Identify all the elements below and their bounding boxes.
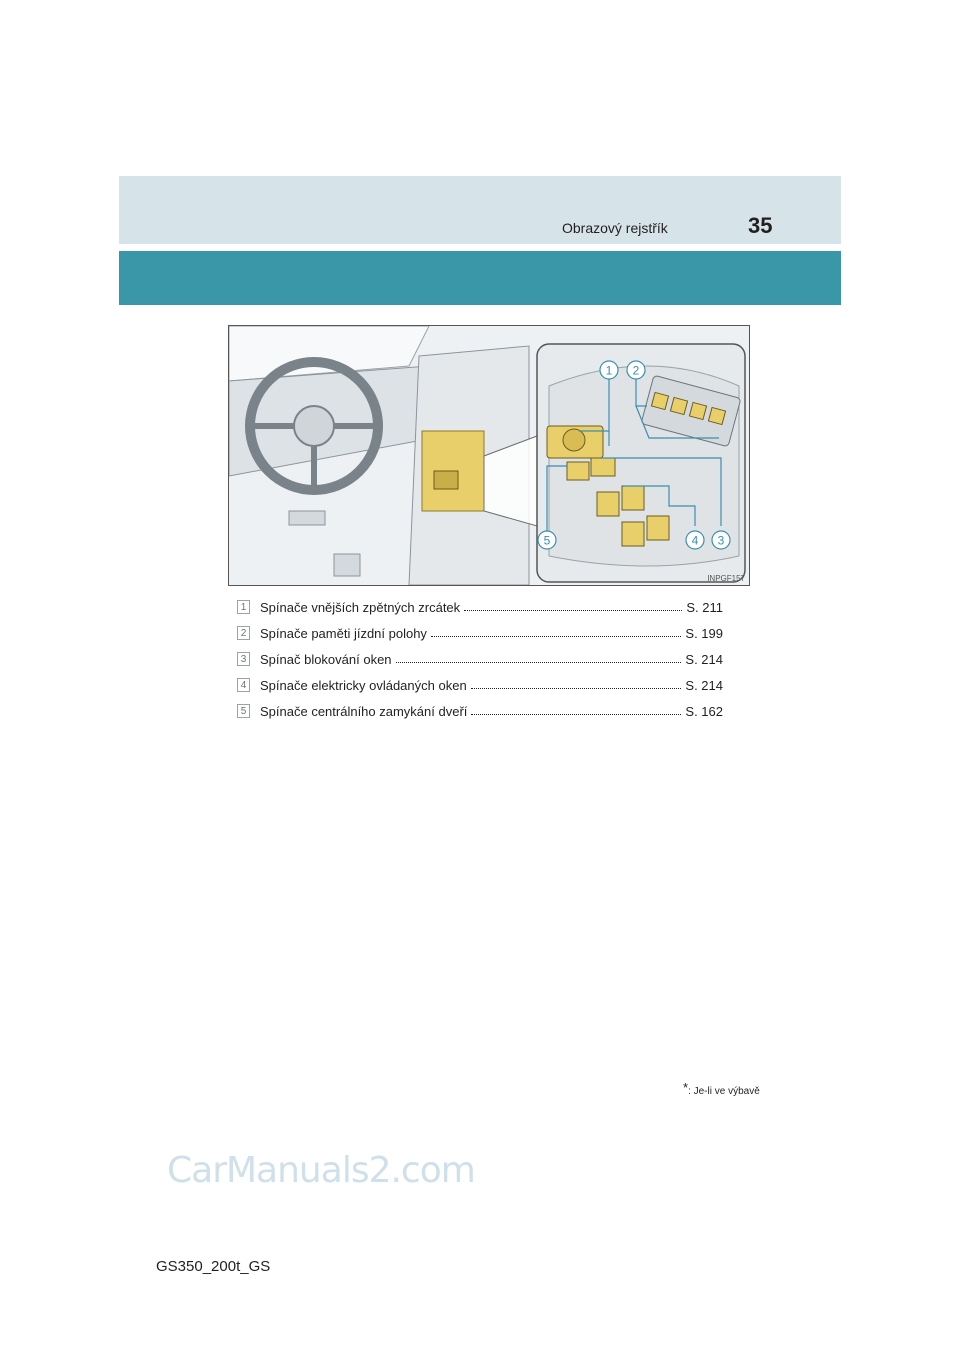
memory-button-1 <box>670 397 687 414</box>
dot-leader <box>464 609 682 611</box>
list-item <box>237 698 723 724</box>
window-switch-front-left <box>597 492 619 516</box>
dot-leader <box>396 661 682 663</box>
page-reference-link[interactable]: S. 162 <box>685 703 723 719</box>
footnote-text: : Je-li ve výbavě <box>688 1086 760 1097</box>
page-reference-link[interactable]: S. 214 <box>685 677 723 693</box>
footnote <box>683 1080 760 1097</box>
dot-leader <box>431 635 681 637</box>
steering-hub <box>294 406 334 446</box>
list-item <box>237 594 723 620</box>
page-reference-link[interactable]: S. 199 <box>685 625 723 641</box>
item-label: Spínače paměti jízdní polohy <box>260 625 427 641</box>
mirror-switch-knob <box>563 429 585 451</box>
callout-2 <box>627 361 645 379</box>
item-label: Spínače centrálního zamykání dveří <box>260 703 468 719</box>
memory-button-3 <box>708 407 725 424</box>
callout-5-label: 5 <box>543 533 551 548</box>
item-list <box>237 594 723 724</box>
window-switch-front-right <box>622 486 644 510</box>
section-title: Obrazový rejstřík <box>562 220 668 236</box>
dot-leader <box>471 713 681 715</box>
door-switches-illustration <box>228 325 750 586</box>
callout-5 <box>538 531 556 549</box>
page-reference-link[interactable]: S. 211 <box>686 599 723 615</box>
item-label: Spínače elektricky ovládaných oken <box>260 677 467 693</box>
pedal <box>289 511 325 525</box>
footnote-star: * <box>683 1080 689 1095</box>
memory-button-2 <box>689 402 706 419</box>
callout-4-label: 4 <box>691 533 699 548</box>
item-number: 3 <box>237 652 250 666</box>
callout-1 <box>600 361 618 379</box>
illustration-svg <box>229 326 749 585</box>
window-switch-rear-right <box>647 516 669 540</box>
dot-leader <box>471 687 682 689</box>
list-item <box>237 646 723 672</box>
callout-4 <box>686 531 704 549</box>
door-lock-switch <box>567 462 589 480</box>
window-switch-rear-left <box>622 522 644 546</box>
list-item <box>237 672 723 698</box>
window-lock-switch <box>591 458 615 476</box>
page-reference-link[interactable]: S. 214 <box>685 651 723 667</box>
item-label: Spínač blokování oken <box>260 651 392 667</box>
pedal-accelerator <box>334 554 360 576</box>
callout-2-label: 2 <box>632 363 640 378</box>
item-number: 1 <box>237 600 250 614</box>
page-number: 35 <box>748 213 773 238</box>
callout-1-label: 1 <box>605 363 613 378</box>
header-band <box>119 176 841 244</box>
model-code: GS350_200t_GS <box>156 1258 271 1275</box>
callout-3 <box>712 531 730 549</box>
list-item <box>237 620 723 646</box>
item-label: Spínače vnějších zpětných zrcátek <box>260 599 461 615</box>
switch-area-detail <box>434 471 458 489</box>
item-number: 5 <box>237 704 250 718</box>
callout-3-label: 3 <box>717 533 725 548</box>
watermark-link[interactable]: CarManuals2.com <box>167 1150 475 1191</box>
figure-code: INPGF157 <box>707 574 745 583</box>
section-bar <box>119 251 841 305</box>
item-number: 2 <box>237 626 250 640</box>
item-number: 4 <box>237 678 250 692</box>
memory-set-button <box>651 392 668 409</box>
